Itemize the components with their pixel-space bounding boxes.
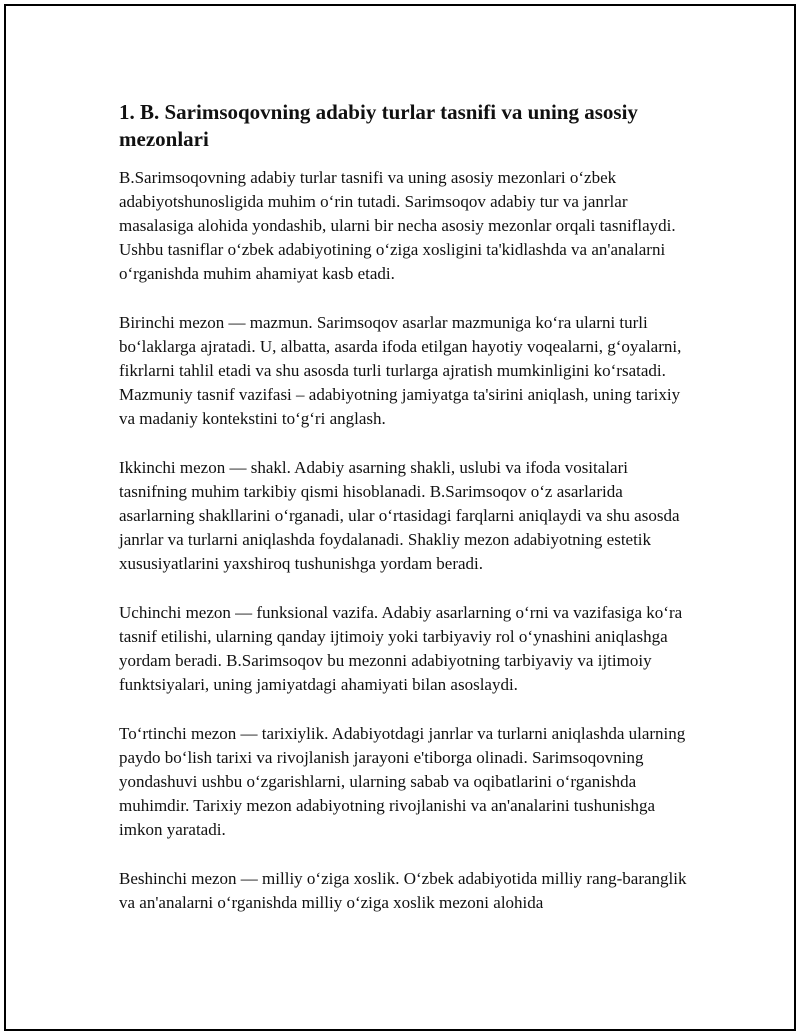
section-heading: 1. B. Sarimsoqovning adabiy turlar tasnifi va uning asosiy mezonlari	[119, 100, 638, 151]
paragraph-criterion-3: Uchinchi mezon — funksional vazifa. Adabiy asarlarning o‘rni va vazifasiga ko‘ra tasnif etilishi, ularning qanday ijtimoiy yoki tarbiyaviy rol o‘ynashini aniqlashga yordam beradi. B.Sarimsoqov bu mezonni adabiyotning tarbiyaviy va ijtimoiy funktsiyalari, uning jamiyatdagi ahamiyati bilan asoslaydi.	[119, 603, 683, 694]
paragraph-criterion-2: Ikkinchi mezon — shakl. Adabiy asarning shakli, uslubi va ifoda vositalari tasnifning muhim tarkibiy qismi hisoblanadi. B.Sarimsoqov o‘z asarlarida asarlarning shakllarini o‘rganadi, ular o‘rtasidagi farqlarni aniqlaydi va shu asosda janrlar va turlarni aniqlashda foydalanadi. Shakliy mezon adabiyotning estetik xususiyatlarini yaxshiroq tushunishga yordam beradi.	[119, 458, 680, 573]
paragraph-criterion-4: To‘rtinchi mezon — tarixiylik. Adabiyotdagi janrlar va turlarni aniqlashda ularning paydo bo‘lish tarixi va rivojlanish jarayoni e'tiborga olinadi. Sarimsoqovning yondashuvi ushbu o‘zgarishlarni, ularning sabab va oqibatlarini o‘rganishda muhimdir. Tarixiy mezon adabiyotning rivojlanishi va an'analarini tushunishga imkon yaratadi.	[119, 724, 686, 839]
paragraph-intro: B.Sarimsoqovning adabiy turlar tasnifi va uning asosiy mezonlari o‘zbek adabiyotshunosligida muhim o‘rin tutadi. Sarimsoqov adabiy tur va janrlar masalasiga alohida yondashib, ularni bir necha asosiy mezonlar orqali tasniflaydi. Ushbu tasniflar o‘zbek adabiyotining o‘ziga xosligini ta'kidlashda va an'analarni o‘rganishda muhim ahamiyat kasb etadi.	[119, 168, 676, 283]
paragraph-criterion-1: Birinchi mezon — mazmun. Sarimsoqov asarlar mazmuniga ko‘ra ularni turli bo‘laklarga ajratadi. U, albatta, asarda ifoda etilgan hayotiy voqealarni, g‘oyalarni, fikrlarni tahlil etadi va shu asosda turli turlarga ajratish mumkinligini ko‘rsatadi. Mazmuniy tasnif vazifasi – adabiyotning jamiyatga ta'sirini aniqlash, uning tarixiy va madaniy kontekstini to‘g‘ri anglash.	[119, 313, 682, 428]
paragraph-criterion-5: Beshinchi mezon — milliy o‘ziga xoslik. O‘zbek adabiyotida milliy rang-baranglik va an'analarni o‘rganishda milliy o‘ziga xoslik mezoni alohida	[119, 869, 687, 912]
page-frame	[4, 4, 796, 1031]
document-body	[119, 99, 693, 940]
